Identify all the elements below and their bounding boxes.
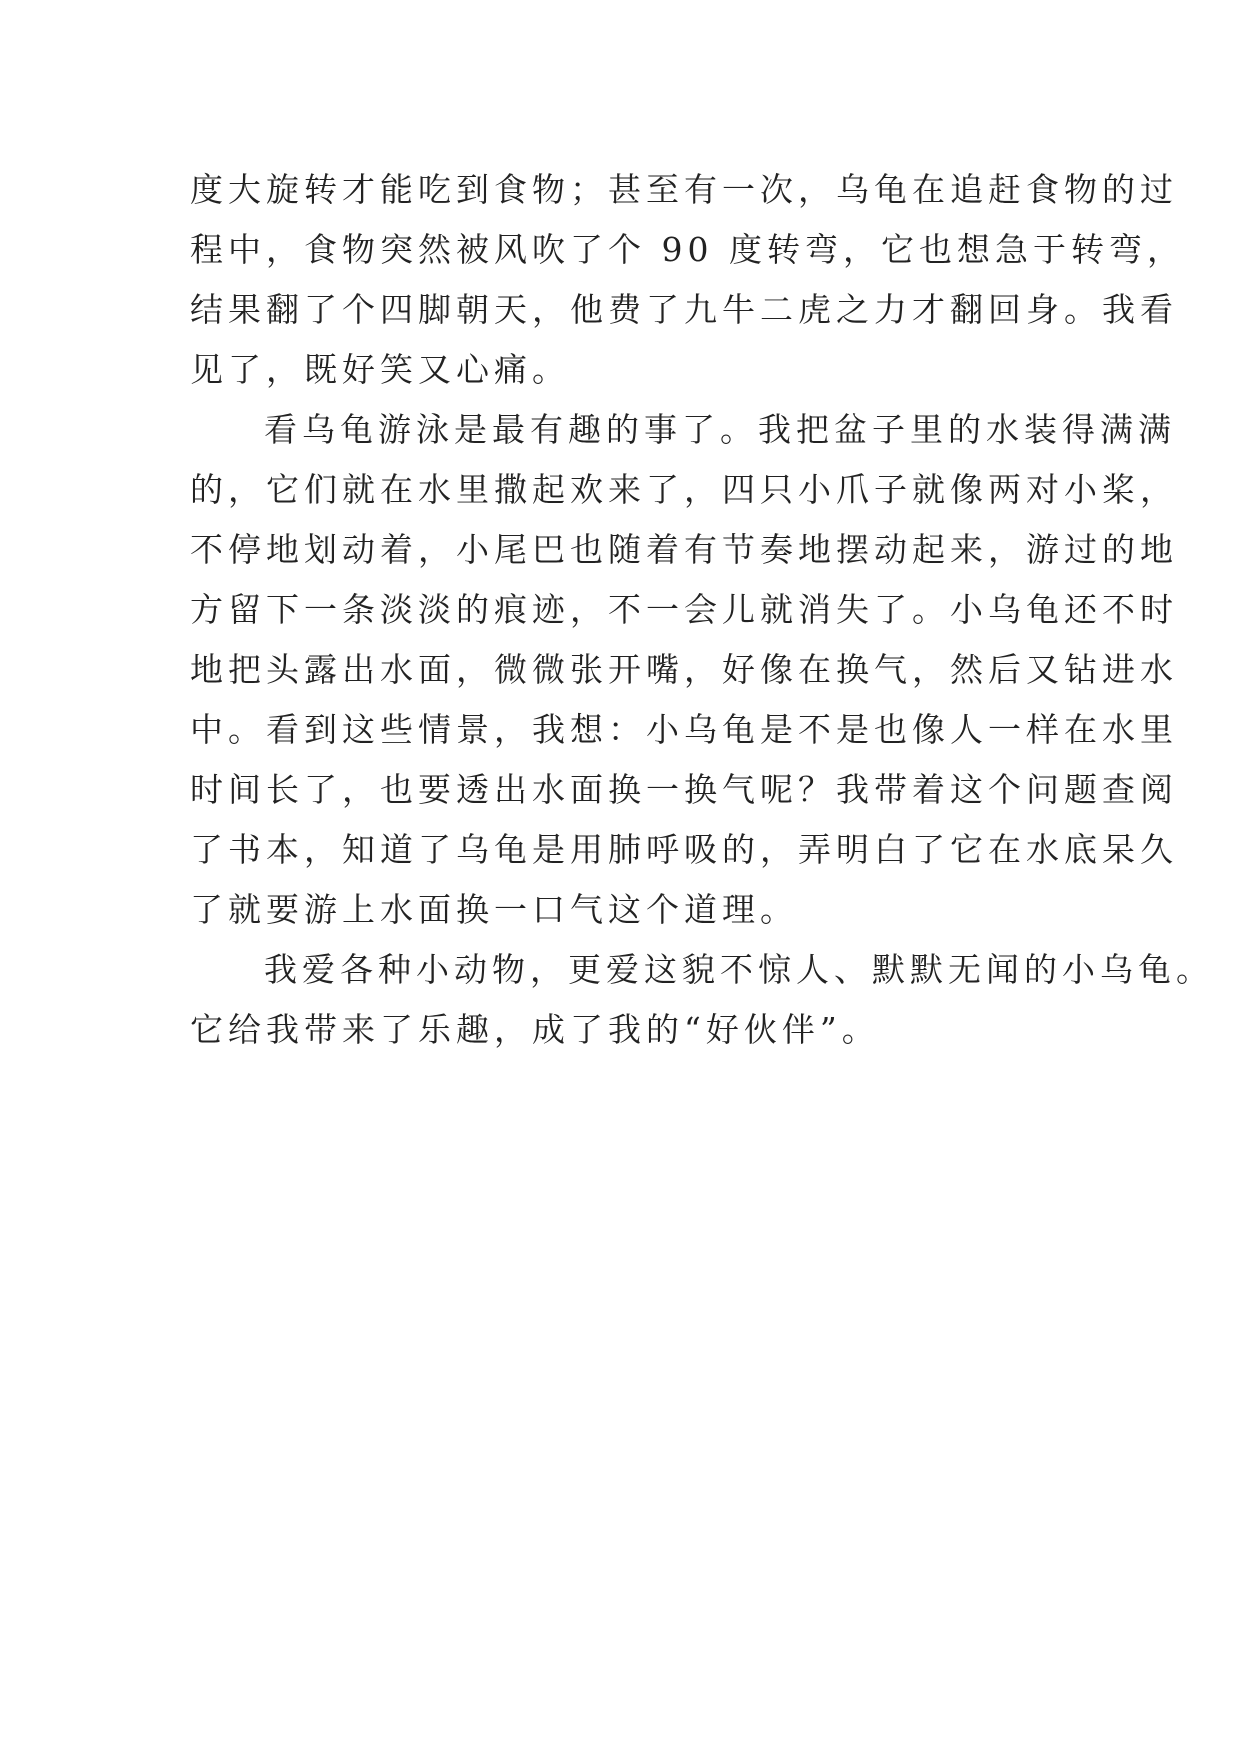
text-line: 方留下一条淡淡的痕迹，不一会儿就消失了。小乌龟还不时 xyxy=(190,590,1178,629)
text-line: 中。看到这些情景，我想：小乌龟是不是也像人一样在水里 xyxy=(190,710,1178,749)
text-line: 不停地划动着，小尾巴也随着有节奏地摆动起来，游过的地 xyxy=(190,530,1178,569)
text-line: 它给我带来了乐趣，成了我的“好伙伴”。 xyxy=(190,1010,880,1049)
text-line: 了就要游上水面换一口气这个道理。 xyxy=(190,890,798,929)
text-line: 的，它们就在水里撒起欢来了，四只小爪子就像两对小桨， xyxy=(190,470,1178,509)
text-line: 地把头露出水面，微微张开嘴，好像在换气，然后又钻进水 xyxy=(190,650,1178,689)
text-line: 程中，食物突然被风吹了个 90 度转弯，它也想急于转弯， xyxy=(190,230,1185,269)
paragraph-start-line: 看乌龟游泳是最有趣的事了。我把盆子里的水装得满满 xyxy=(264,410,1176,449)
text-line: 度大旋转才能吃到食物；甚至有一次，乌龟在追赶食物的过 xyxy=(190,170,1178,209)
text-line: 结果翻了个四脚朝天，他费了九牛二虎之力才翻回身。我看 xyxy=(190,290,1178,329)
text-line: 见了，既好笑又心痛。 xyxy=(190,350,570,389)
paragraph-start-line: 我爱各种小动物，更爱这貌不惊人、默默无闻的小乌龟。 xyxy=(264,950,1214,989)
document-body xyxy=(190,160,1214,1060)
text-line: 时间长了，也要透出水面换一换气呢？我带着这个问题查阅 xyxy=(190,770,1178,809)
text-line: 了书本，知道了乌龟是用肺呼吸的，弄明白了它在水底呆久 xyxy=(190,830,1178,869)
